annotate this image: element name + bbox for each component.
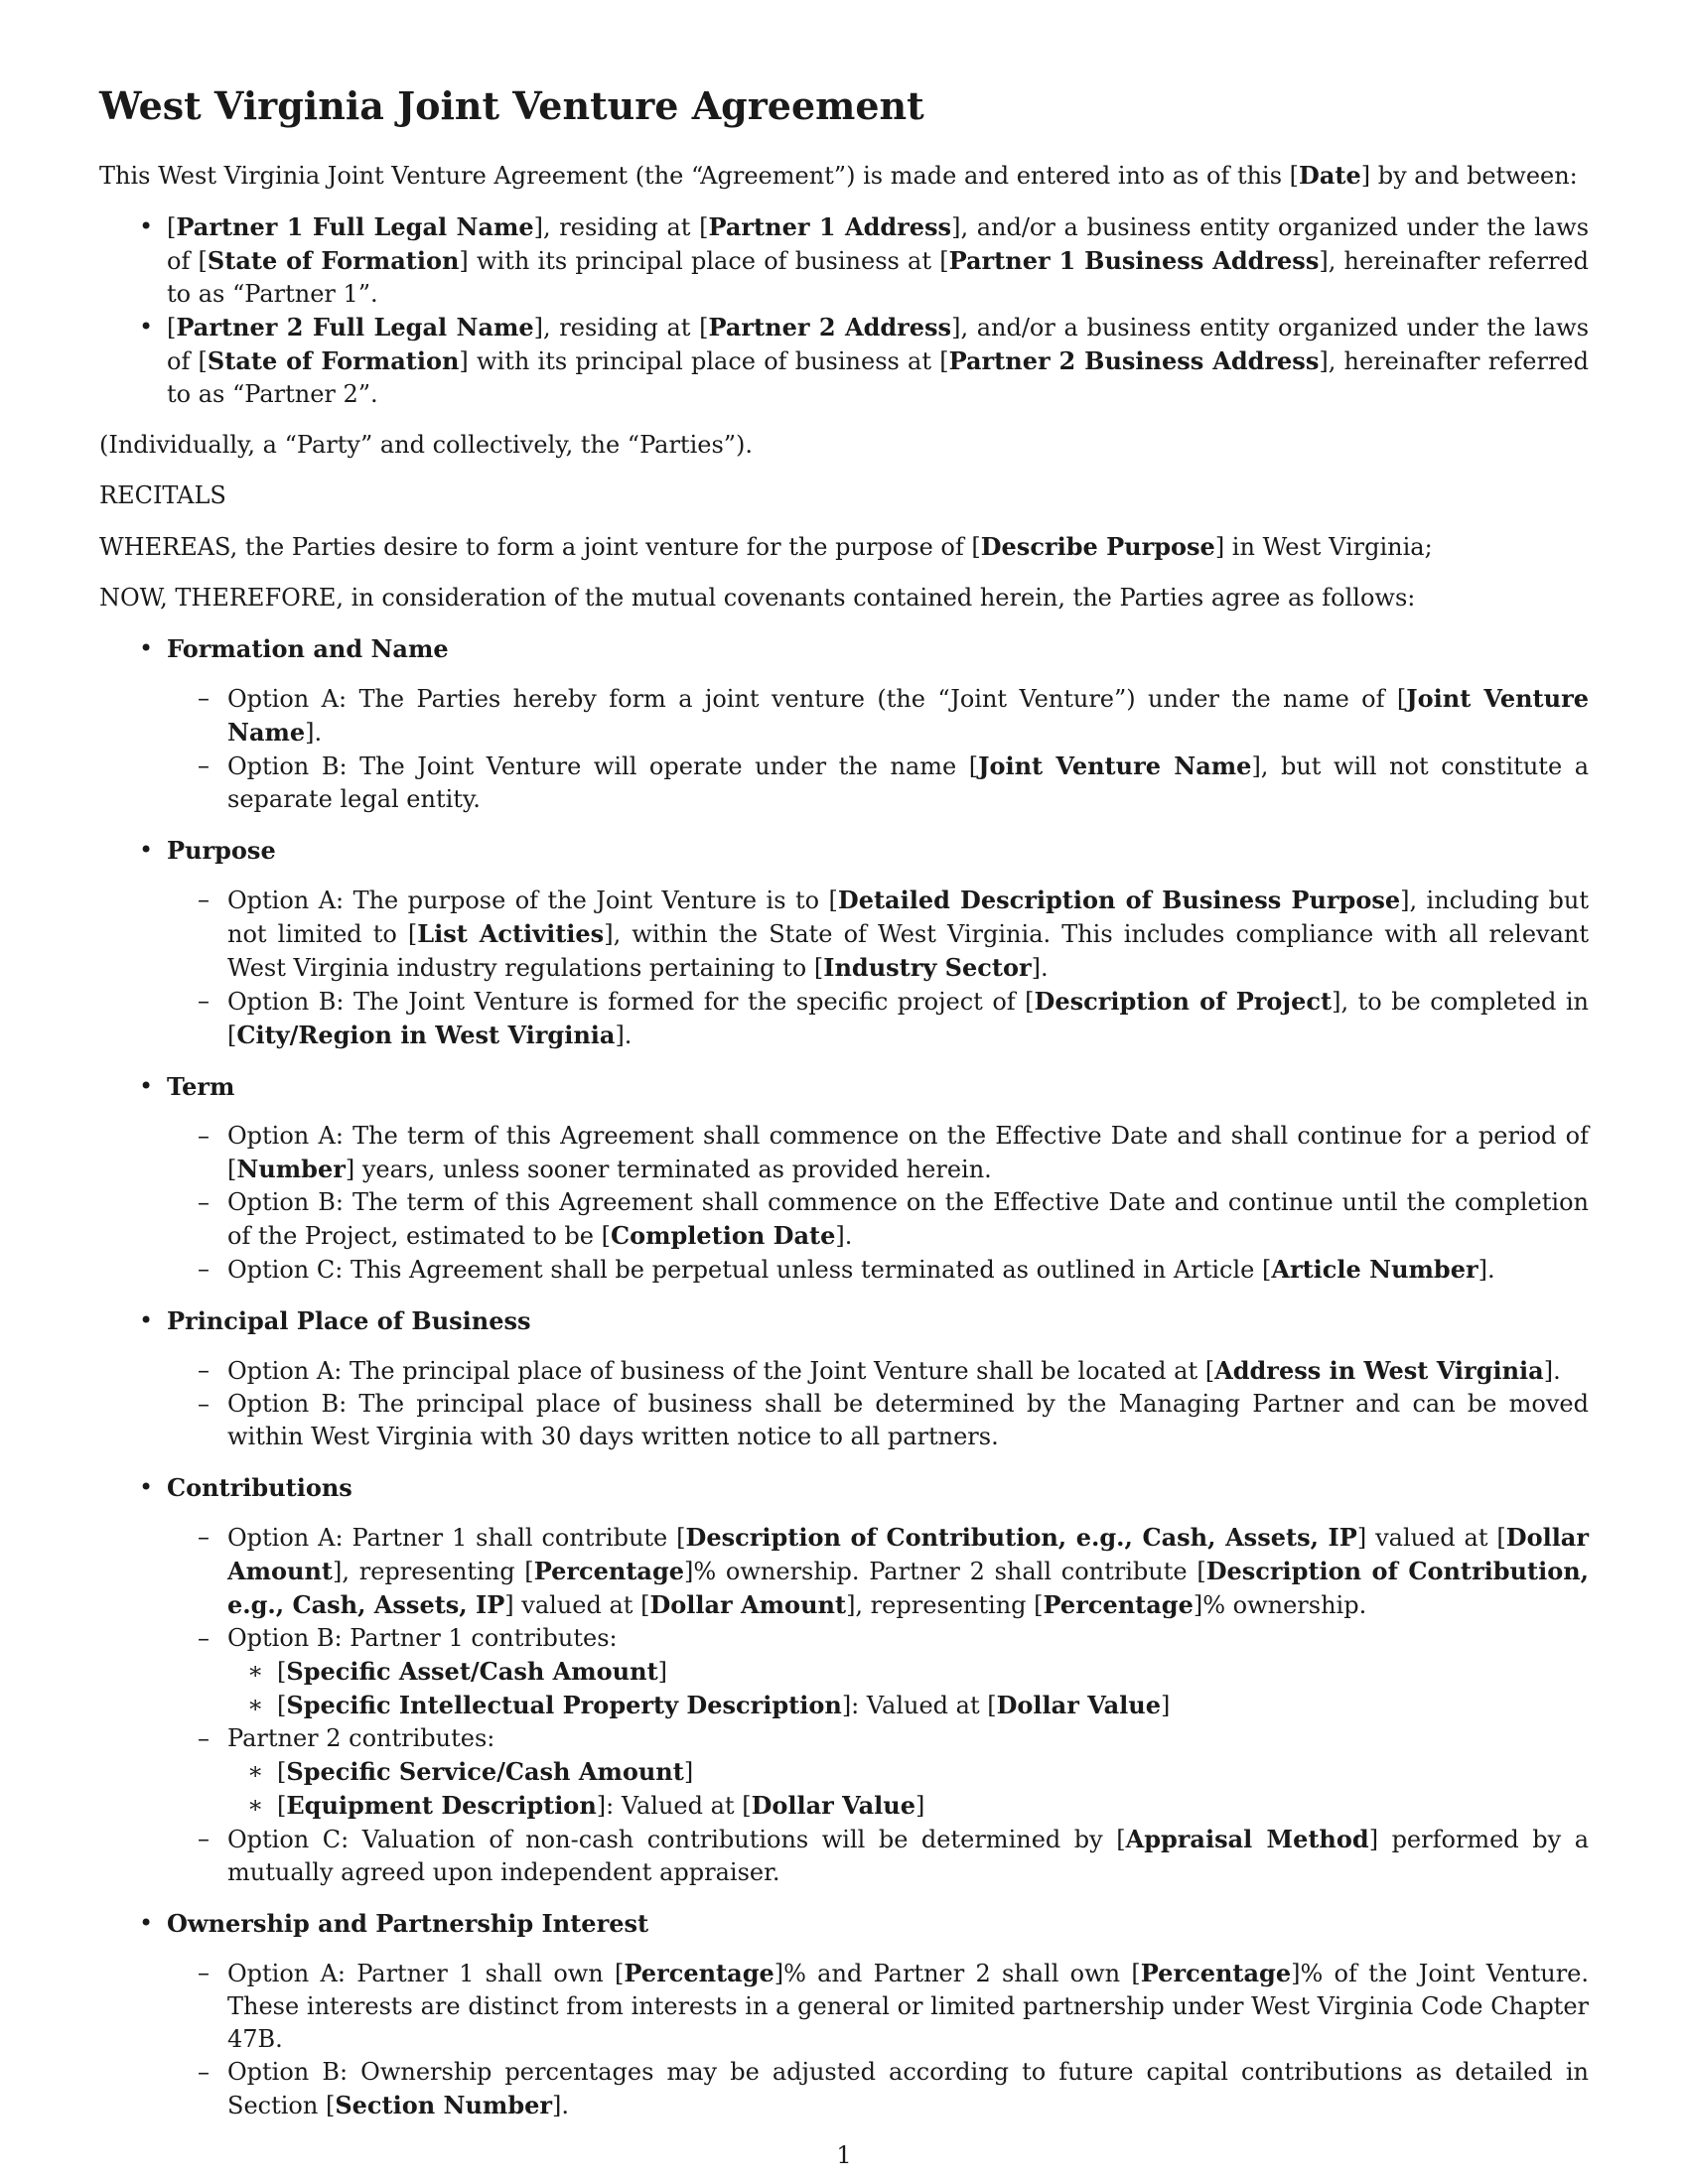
option-item: – Option A: The purpose of the Joint Venture is to [Detailed Description of Business Purpose], including but not limited to [List Activities], within the State of West Virginia. This includes compliance with all relevant West Virginia industry regulations pertaining to [Industry Sector]. [227, 884, 1589, 985]
placeholder-field: Appraisal Method [1125, 1824, 1369, 1853]
section-title: • Term [167, 1071, 235, 1101]
sub-item: ∗ [Equipment Description]: Valued at [Dollar Value] [277, 1789, 1589, 1823]
sub-item: ∗ [Specific Asset/Cash Amount] [277, 1655, 1589, 1689]
option-item: – Option A: The principal place of business of the Joint Venture shall be located at [Address in West Virginia]. [227, 1354, 1589, 1388]
placeholder-field: Completion Date [610, 1220, 836, 1250]
placeholder-field: Specific Asset/Cash Amount [286, 1656, 658, 1686]
section-title: • Ownership and Partnership Interest [167, 1908, 649, 1938]
placeholder-field: Number [236, 1154, 346, 1183]
option-item: – Option B: The principal place of business shall be determined by the Managing Partner and can be moved within West Virginia with 30 days written notice to all partners. [227, 1388, 1589, 1453]
options-list [167, 1120, 1589, 1287]
placeholder-field: Partner 1 Address [708, 211, 952, 241]
option-item: – Option A: The term of this Agreement shall commence on the Effective Date and shall continue for a period of [Number] years, unless sooner terminated as provided herein. [227, 1120, 1589, 1186]
sections-list [99, 632, 1589, 2122]
option-item: – Option A: The Parties hereby form a joint venture (the “Joint Venture”) under the name of [Joint Venture Name]. [227, 682, 1589, 750]
sub-item: ∗ [Specific Service/Cash Amount] [277, 1755, 1589, 1789]
option-item: – Option B: Ownership percentages may be adjusted according to future capital contributions as detailed in Section [Section Number]. [227, 2056, 1589, 2122]
option-item: – Option A: Partner 1 shall own [Percentage]% and Partner 2 shall own [Percentage]% of the Joint Venture. These interests are distinct from interests in a general or limited partnership under West Virginia Code Chapter 47B. [227, 1957, 1589, 2056]
intro-paragraph: This West Virginia Joint Venture Agreement (the “Agreement”) is made and entered into as of this [Date] by and between: [99, 160, 1578, 190]
placeholder-field: Description of Project [1034, 986, 1333, 1016]
placeholder-field: Specific Service/Cash Amount [286, 1756, 684, 1786]
agreement-section [167, 1304, 1589, 1453]
placeholder-field: Percentage [533, 1556, 685, 1585]
placeholder-field: Describe Purpose [980, 531, 1215, 561]
whereas-clause: WHEREAS, the Parties desire to form a joint venture for the purpose of [Describe Purpose] in West Virginia; [99, 531, 1433, 561]
option-item: – Option B: The Joint Venture is formed for the specific project of [Description of Project], to be completed in [City/Region in West Virginia]. [227, 985, 1589, 1052]
placeholder-field: Industry Sector [823, 952, 1032, 982]
now-therefore-clause: NOW, THEREFORE, in consideration of the mutual covenants contained herein, the Parties agree as follows: [99, 583, 1416, 612]
placeholder-field: List Activities [417, 918, 605, 948]
placeholder-field: Dollar Amount [649, 1589, 847, 1619]
placeholder-field: Joint Venture Name [227, 683, 1589, 747]
party-item: • [Partner 1 Full Legal Name], residing at [Partner 1 Address], and/or a business entity organized under the laws of [State of Formation] with its principal place of business at [Partner 1 Business Address], hereinafter referred to as “Partner 1”. [167, 210, 1589, 311]
page-number: 1 [836, 2141, 852, 2169]
section-title: • Purpose [167, 835, 276, 865]
parties-note: (Individually, a “Party” and collectively, the “Parties”). [99, 430, 754, 459]
agreement-section [167, 1471, 1589, 1889]
placeholder-field: Description of Contribution, e.g., Cash, Assets, IP [685, 1522, 1357, 1552]
agreement-section [167, 1907, 1589, 2122]
section-title: • Principal Place of Business [167, 1305, 531, 1335]
placeholder-field: Dollar Amount [227, 1522, 1589, 1585]
section-title: • Formation and Name [167, 633, 449, 663]
placeholder-field: State of Formation [207, 345, 460, 375]
placeholder-field: Percentage [1140, 1958, 1292, 1987]
section-title: • Contributions [167, 1472, 352, 1502]
sub-item: ∗ [Specific Intellectual Property Description]: Valued at [Dollar Value] [277, 1689, 1589, 1722]
placeholder-field: Article Number [1271, 1254, 1478, 1284]
options-list [167, 682, 1589, 816]
agreement-section [167, 1070, 1589, 1287]
placeholder-field: Equipment Description [286, 1790, 597, 1820]
option-item: – Partner 2 contributes: ∗ [Specific Service/Cash Amount] ∗ [Equipment Description]: Valued at [Dollar Value] [227, 1722, 1589, 1823]
option-item: – Option C: This Agreement shall be perpetual unless terminated as outlined in Article [Article Number]. [227, 1253, 1589, 1287]
party-item: • [Partner 2 Full Legal Name], residing at [Partner 2 Address], and/or a business entity organized under the laws of [State of Formation] with its principal place of business at [Partner 2 Business Address], hereinafter referred to as “Partner 2”. [167, 311, 1589, 411]
option-item: – Option B: The Joint Venture will operate under the name [Joint Venture Name], but will not constitute a separate legal entity. [227, 750, 1589, 816]
placeholder-field: Partner 1 Full Legal Name [176, 211, 534, 241]
placeholder-field: Section Number [335, 2090, 553, 2119]
placeholder-field: Partner 1 Business Address [948, 245, 1320, 275]
agreement-section [167, 834, 1589, 1052]
parties-list [99, 210, 1589, 411]
placeholder-field: Dollar Value [751, 1790, 915, 1820]
option-item: – Option C: Valuation of non-cash contributions will be determined by [Appraisal Method] performed by a mutually agreed upon independent appraiser. [227, 1823, 1589, 1889]
placeholder-field: Date [1299, 160, 1361, 190]
sub-items-list [227, 1655, 1589, 1722]
placeholder-field: Percentage [1043, 1589, 1194, 1619]
option-item: – Option A: Partner 1 shall contribute [Description of Contribution, e.g., Cash, Assets, IP] valued at [Dollar Amount], representing [Percentage]% ownership. Partner 2 shall contribute [Description of Contribution, e.g., Cash, Assets, IP] valued at [Dollar Amount], representing [Percentage]% ownership. [227, 1521, 1589, 1622]
options-list [167, 1957, 1589, 2122]
options-list [167, 1354, 1589, 1453]
placeholder-field: Joint Venture Name [978, 751, 1252, 780]
option-item: – Option B: The term of this Agreement shall commence on the Effective Date and continue until the completion of the Project, estimated to be [Completion Date]. [227, 1186, 1589, 1253]
placeholder-field: Partner 2 Full Legal Name [176, 312, 534, 341]
placeholder-field: Percentage [624, 1958, 774, 1987]
document-page [99, 83, 1589, 2140]
options-list [167, 1521, 1589, 1889]
options-list [167, 884, 1589, 1052]
placeholder-field: Partner 2 Business Address [948, 345, 1320, 375]
placeholder-field: Address in West Virginia [1214, 1355, 1544, 1385]
agreement-section [167, 632, 1589, 816]
placeholder-field: Detailed Description of Business Purpose [837, 885, 1401, 914]
placeholder-field: Dollar Value [996, 1690, 1162, 1719]
placeholder-field: State of Formation [207, 245, 460, 275]
document-title: West Virginia Joint Venture Agreement [99, 83, 924, 128]
sub-items-list [227, 1755, 1589, 1823]
placeholder-field: Specific Intellectual Property Description [286, 1690, 842, 1719]
recitals-heading: RECITALS [99, 480, 226, 509]
placeholder-field: Description of Contribution, e.g., Cash, Assets, IP [227, 1556, 1590, 1619]
placeholder-field: Partner 2 Address [708, 312, 952, 341]
option-item: – Option B: Partner 1 contributes: ∗ [Specific Asset/Cash Amount] ∗ [Specific Intellectual Property Description]: Valued at [Dollar Value] [227, 1622, 1589, 1722]
placeholder-field: City/Region in West Virginia [236, 1020, 616, 1049]
